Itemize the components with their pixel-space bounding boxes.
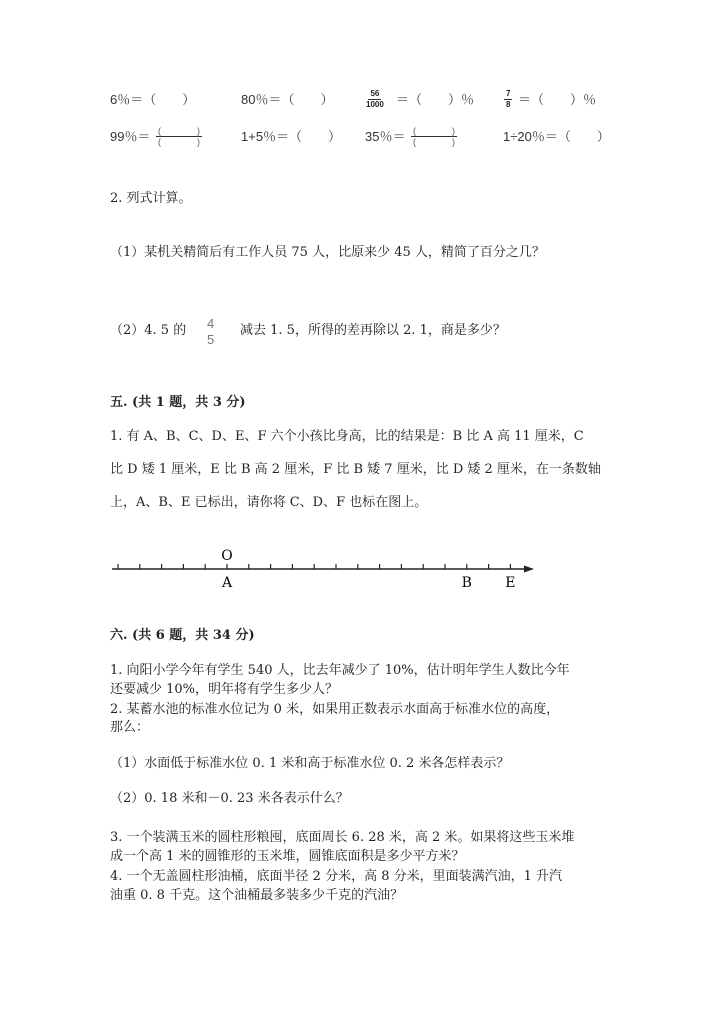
blank-fraction: ( ) ( ): [413, 126, 455, 147]
question-text: 2. 某蓄水池的标准水位记为 0 米，如果用正数表示水面高于标准水位的高度，: [110, 702, 560, 717]
question-text: 上，A、B、E 已标出，请你将 C、D、F 也标在图上。: [110, 495, 428, 510]
conversion-item: 6％＝（ ）: [110, 92, 196, 107]
conversion-item: 80％＝（ ）: [241, 92, 334, 107]
conversion-item: 1+5％＝（ ）: [241, 129, 342, 144]
question-text: 还要减少 10%，明年将有学生多少人？: [110, 682, 339, 697]
section-heading: 五. (共 1 题，共 3 分): [110, 395, 246, 410]
question-text: 那么：: [110, 720, 150, 735]
blank-fraction: ( ) ( ): [158, 126, 200, 147]
number-line: [0, 540, 720, 600]
fraction: 4 5: [207, 316, 215, 347]
point-label-e: E: [505, 575, 516, 591]
question-text: 减去 1. 5，所得的差再除以 2. 1，商是多少？: [240, 323, 506, 338]
arrow-head-icon: [524, 566, 534, 573]
question-text: 1. 有 A、B、C、D、E、F 六个小孩比身高，比的结果是：B 比 A 高 11 厘米，C: [110, 429, 584, 444]
fraction: $\frac{7}{8}$: [506, 89, 511, 109]
conversion-item: 99％＝: [110, 129, 151, 144]
question-text: （1）某机关精简后有工作人员 75 人，比原来少 45 人，精简了百分之几？: [110, 245, 545, 260]
question-text: 成一个高 1 米的圆锥形的玉米堆，圆锥底面积是多少平方米？: [110, 849, 465, 864]
question-text: 4. 一个无盖圆柱形油桶，底面半径 2 分米，高 8 分米，里面装满汽油，1 升汽: [110, 869, 563, 884]
point-label-a: A: [221, 575, 233, 591]
question-text: 1. 向阳小学今年有学生 540 人，比去年减少了 10%，估计明年学生人数比今年: [110, 663, 570, 678]
question-title: 2. 列式计算。: [110, 191, 192, 206]
question-text: 油重 0. 8 千克。这个油桶最多装多少千克的汽油？: [110, 888, 404, 903]
question-text: （2）4. 5 的: [110, 323, 187, 338]
section-heading: 六. (共 6 题，共 34 分): [110, 628, 255, 643]
conversion-item: 1÷20％＝（ ）: [503, 129, 610, 144]
question-text: （2）0. 18 米和－0. 23 米各表示什么？: [110, 791, 349, 806]
origin-label: O: [221, 548, 233, 564]
conversion-item: ＝（ ）％: [518, 92, 597, 107]
point-label-b: B: [461, 575, 472, 591]
question-text: 3. 一个装满玉米的圆柱形粮囤，底面周长 6. 28 米，高 2 米。如果将这些玉米堆: [110, 830, 575, 845]
question-text: 比 D 矮 1 厘米，E 比 B 高 2 厘米，F 比 B 矮 7 厘米，比 D 矮 2 厘米，在一条数轴: [110, 462, 601, 477]
conversion-item: 35％＝: [365, 129, 406, 144]
conversion-item: ＝（ ）％: [396, 92, 475, 107]
question-text: （1）水面低于标准水位 0. 1 米和高于标准水位 0. 2 米各怎样表示？: [110, 756, 510, 771]
fraction: $\frac{56}{1000}$: [366, 89, 384, 109]
